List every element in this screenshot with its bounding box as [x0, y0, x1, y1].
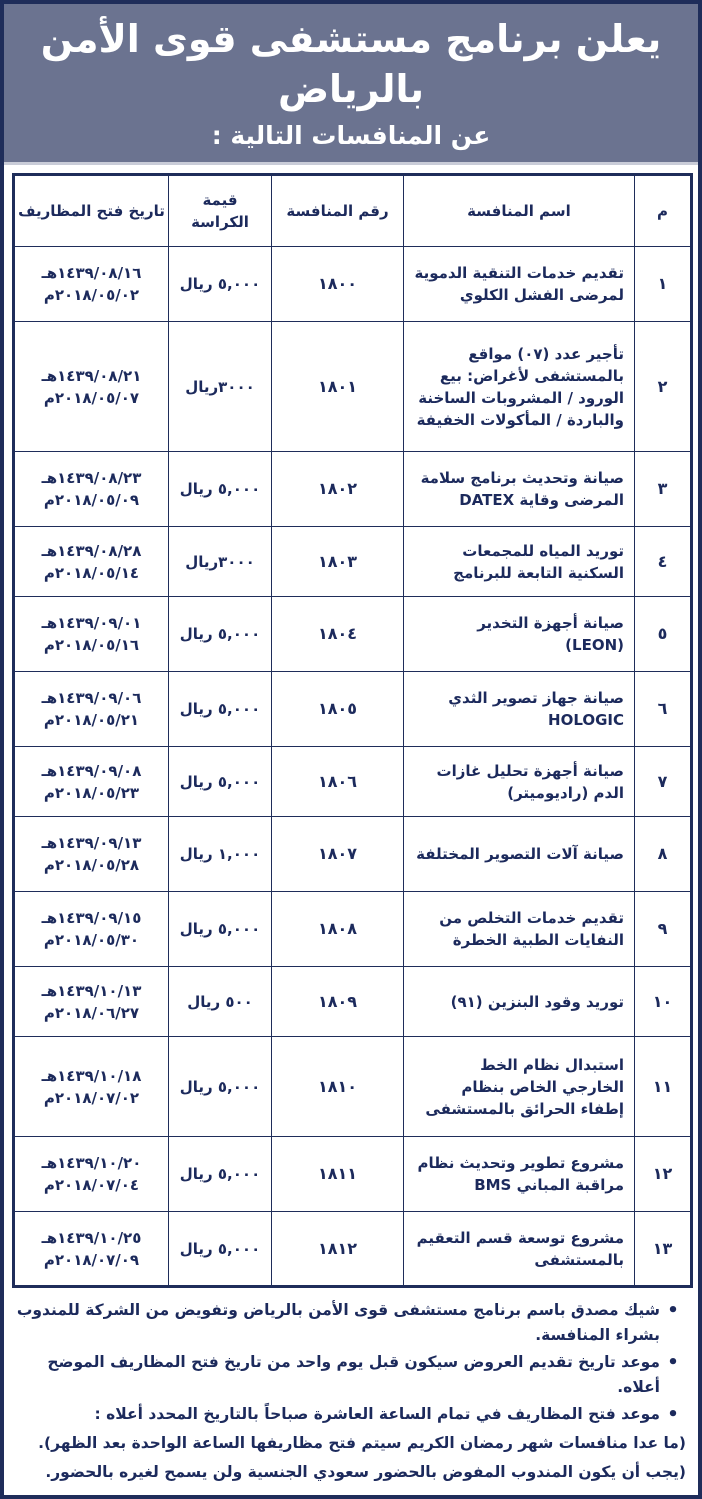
date-greg: ٢٠١٨/٠٥/٢٨م: [43, 856, 140, 874]
date-greg: ٢٠١٨/٠٥/٠٢م: [43, 286, 140, 304]
note-attendance: (يجب أن يكون المندوب المفوض بالحضور سعودي الجنسية ولن يسمح لغيره بالحضور.: [45, 1463, 686, 1481]
opening-date: [14, 322, 169, 452]
col-number: رقم المنافسة: [272, 175, 404, 247]
date-hijri: ١٤٣٩/١٠/١٨هـ: [41, 1066, 142, 1085]
table-row: [14, 1137, 692, 1212]
opening-date: [14, 597, 169, 672]
booklet-price: ٥,٠٠٠ ريال: [169, 1037, 272, 1137]
booklet-price: ١,٠٠٠ ريال: [169, 817, 272, 892]
tender-number: ١٨٠٢: [272, 452, 404, 527]
row-index: ١: [635, 247, 692, 322]
date-hijri: ١٤٣٩/١٠/١٣هـ: [41, 981, 142, 1000]
tender-name: صيانة وتحديث برنامج سلامة المرضى وقاية DATEX: [404, 452, 635, 527]
table-header-row: [14, 175, 692, 247]
tender-name: مشروع توسعة قسم التعقيم بالمستشفى: [404, 1212, 635, 1287]
row-index: ٨: [635, 817, 692, 892]
date-hijri: ١٤٣٩/٠٨/١٦هـ: [41, 264, 142, 282]
tender-number: ١٨٠٩: [272, 967, 404, 1037]
opening-date: [14, 1037, 169, 1137]
booklet-price: ٥,٠٠٠ ريال: [169, 747, 272, 817]
date-greg: ٢٠١٨/٠٥/٢٣م: [43, 783, 140, 802]
date-hijri: ١٤٣٩/٠٨/٢١هـ: [41, 366, 142, 385]
date-hijri: ١٤٣٩/٠٩/١٥هـ: [41, 909, 142, 927]
date-hijri: ١٤٣٩/٠٨/٢٨هـ: [41, 541, 142, 560]
note-item: [16, 1298, 686, 1348]
table-row: [14, 1037, 692, 1137]
header-banner: [4, 4, 698, 165]
booklet-price: ٥٠٠ ريال: [169, 967, 272, 1037]
bullet-icon: •: [667, 1300, 679, 1321]
row-index: ١١: [635, 1037, 692, 1137]
row-index: ٧: [635, 747, 692, 817]
date-hijri: ١٤٣٩/١٠/٢٠هـ: [41, 1154, 142, 1172]
booklet-price: ٥,٠٠٠ ريال: [169, 452, 272, 527]
date-hijri: ١٤٣٩/٠٩/١٣هـ: [41, 834, 142, 852]
opening-date: [14, 747, 169, 817]
opening-date: [14, 1212, 169, 1287]
table-row: [14, 527, 692, 597]
opening-date: [14, 892, 169, 967]
opening-date: [14, 672, 169, 747]
booklet-price: ٣٠٠٠ريال: [169, 322, 272, 452]
tender-name: صيانة أجهزة تحليل غازات الدم (راديوميتر): [404, 747, 635, 817]
date-hijri: ١٤٣٩/١٠/٢٥هـ: [41, 1228, 142, 1247]
date-greg: ٢٠١٨/٠٧/٠٤م: [43, 1176, 140, 1194]
table-row: [14, 817, 692, 892]
table-row: [14, 967, 692, 1037]
tender-number: ١٨٠٦: [272, 747, 404, 817]
date-greg: ٢٠١٨/٠٥/٣٠م: [43, 931, 140, 949]
date-hijri: ١٤٣٩/٠٩/٠٨هـ: [41, 761, 142, 780]
tender-name: توريد وقود البنزين (٩١): [404, 967, 635, 1037]
tender-name: صيانة أجهزة التخدير (LEON): [404, 597, 635, 672]
tender-number: ١٨١٠: [272, 1037, 404, 1137]
tender-name: استبدال نظام الخط الخارجي الخاص بنظام إطفاء الحرائق بالمستشفى: [404, 1037, 635, 1137]
ad-title: يعلن برنامج مستشفى قوى الأمن بالرياض: [40, 17, 662, 111]
opening-date: [14, 1137, 169, 1212]
tender-number: ١٨١١: [272, 1137, 404, 1212]
row-index: ٣: [635, 452, 692, 527]
tender-number: ١٨٠٣: [272, 527, 404, 597]
tender-number: ١٨٠٧: [272, 817, 404, 892]
booklet-price: ٥,٠٠٠ ريال: [169, 672, 272, 747]
note-ramadan: (ما عدا منافسات شهر رمضان الكريم سيتم فتح مظاريفها الساعة الواحدة بعد الظهر).: [38, 1434, 686, 1452]
tender-name: تأجير عدد (٠٧) مواقع بالمستشفى لأغراض: بيع الورود / المشروبات الساخنة والباردة / المأكولات الخفيفة: [404, 322, 635, 452]
date-greg: ٢٠١٨/٠٧/٠٢م: [43, 1088, 140, 1107]
bullet-icon: •: [667, 1404, 679, 1425]
opening-date: [14, 247, 169, 322]
note-item: [16, 1402, 686, 1427]
table-row: [14, 247, 692, 322]
tender-number: ١٨٠٨: [272, 892, 404, 967]
table-row: [14, 672, 692, 747]
row-index: ١٣: [635, 1212, 692, 1287]
date-hijri: ١٤٣٩/٠٨/٢٣هـ: [41, 469, 142, 487]
table-row: [14, 322, 692, 452]
date-greg: ٢٠١٨/٠٥/١٤م: [43, 563, 140, 582]
tender-number: ١٨٠٠: [272, 247, 404, 322]
tender-name: تقديم خدمات التخلص من النفايات الطبية الخطرة: [404, 892, 635, 967]
date-greg: ٢٠١٨/٠٥/١٦م: [43, 636, 140, 654]
tender-name: صيانة جهاز تصوير الثدي HOLOGIC: [404, 672, 635, 747]
row-index: ٢: [635, 322, 692, 452]
opening-date: [14, 967, 169, 1037]
note-text: شيك مصدق باسم برنامج مستشفى قوى الأمن بالرياض وتفويض من الشركة للمندوب بشراء المنافسة.: [16, 1301, 660, 1344]
table-row: [14, 452, 692, 527]
note-text: موعد تاريخ تقديم العروض سيكون قبل يوم واحد من تاريخ فتح المظاريف الموضح أعلاه.: [47, 1353, 660, 1396]
table-row: [14, 747, 692, 817]
booklet-price: ٥,٠٠٠ ريال: [169, 247, 272, 322]
tenders-table: [12, 173, 693, 1288]
row-index: ١٢: [635, 1137, 692, 1212]
booklet-price: ٣٠٠٠ريال: [169, 527, 272, 597]
tender-name: صيانة آلات التصوير المختلفة: [404, 817, 635, 892]
row-index: ٩: [635, 892, 692, 967]
tender-name: تقديم خدمات التنقية الدموية لمرضى الفشل الكلوي: [404, 247, 635, 322]
bullet-icon: •: [667, 1352, 679, 1373]
booklet-price: ٥,٠٠٠ ريال: [169, 597, 272, 672]
date-greg: ٢٠١٨/٠٥/٢١م: [43, 711, 140, 729]
note-item: [16, 1350, 686, 1400]
booklet-price: ٥,٠٠٠ ريال: [169, 1212, 272, 1287]
opening-date: [14, 527, 169, 597]
ad-subtitle: عن المنافسات التالية :: [211, 121, 491, 150]
col-index: م: [635, 175, 692, 247]
tender-number: ١٨٠١: [272, 322, 404, 452]
row-index: ٥: [635, 597, 692, 672]
tender-number: ١٨١٢: [272, 1212, 404, 1287]
date-greg: ٢٠١٨/٠٧/٠٩م: [43, 1250, 140, 1269]
opening-date: [14, 452, 169, 527]
table-row: [14, 892, 692, 967]
tender-name: توريد المياه للمجمعات السكنية التابعة للبرنامج: [404, 527, 635, 597]
date-hijri: ١٤٣٩/٠٩/٠٦هـ: [41, 689, 142, 707]
tender-number: ١٨٠٤: [272, 597, 404, 672]
booklet-price: ٥,٠٠٠ ريال: [169, 892, 272, 967]
row-index: ١٠: [635, 967, 692, 1037]
table-row: [14, 1212, 692, 1287]
date-greg: ٢٠١٨/٠٥/٠٧م: [43, 388, 140, 407]
row-index: ٦: [635, 672, 692, 747]
table-row: [14, 597, 692, 672]
row-index: ٤: [635, 527, 692, 597]
booklet-price: ٥,٠٠٠ ريال: [169, 1137, 272, 1212]
note-text: موعد فتح المظاريف في تمام الساعة العاشرة صباحاً بالتاريخ المحدد أعلاه :: [94, 1405, 660, 1423]
date-greg: ٢٠١٨/٠٦/٢٧م: [43, 1003, 140, 1022]
date-hijri: ١٤٣٩/٠٩/٠١هـ: [41, 614, 142, 632]
opening-date: [14, 817, 169, 892]
notes: [16, 1298, 686, 1485]
col-price: قيمة الكراسة: [169, 175, 272, 247]
tender-name: مشروع تطوير وتحديث نظام مراقبة المباني BMS: [404, 1137, 635, 1212]
date-greg: ٢٠١٨/٠٥/٠٩م: [43, 491, 140, 509]
tender-number: ١٨٠٥: [272, 672, 404, 747]
col-date: تاريخ فتح المظاريف: [14, 175, 169, 247]
col-name: اسم المنافسة: [404, 175, 635, 247]
